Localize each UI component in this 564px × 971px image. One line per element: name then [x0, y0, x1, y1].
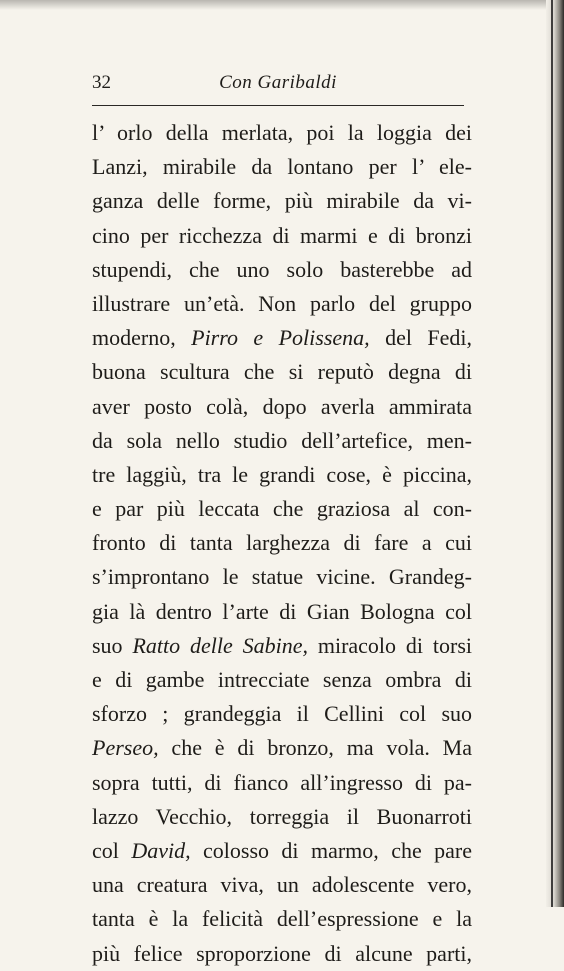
italic-title: Ratto delle Sabine,: [132, 632, 308, 658]
text-line: fronto di tanta larghezza di fare a cui: [92, 530, 472, 556]
text-line: [92, 629, 472, 663]
header-rule: [92, 105, 464, 106]
text-line: aver posto colà, dopo averla ammirata: [92, 393, 472, 419]
text-line: tre laggiù, tra le grandi cose, è piccina,: [92, 461, 472, 487]
text-line: tanta è la felicità dell’espressione e la: [92, 906, 472, 932]
text-line: ganza delle forme, più mirabile da vi-: [92, 188, 472, 214]
text-segment: col: [92, 837, 132, 863]
italic-title: Perseo,: [92, 735, 159, 761]
text-line: l’ orlo della merlata, poi la loggia dei: [92, 120, 472, 145]
body-text: [92, 116, 472, 971]
page-header: [92, 70, 464, 96]
text-segment: che è di bronzo, ma vola. Ma: [158, 735, 472, 761]
italic-title: Pirro e Polissena,: [191, 325, 370, 351]
book-spine-edge: [546, 0, 564, 907]
page-top-shadow: [0, 0, 564, 10]
text-segment: del Fedi,: [369, 325, 472, 351]
text-line: più felice sproporzione di alcune parti,: [92, 940, 472, 966]
text-line: sforzo ; grandeggia il Cellini col suo: [92, 701, 472, 727]
text-segment: suo: [92, 632, 133, 658]
text-line: una creatura viva, un adolescente vero,: [92, 872, 472, 898]
text-line: e par più leccata che graziosa al con-: [92, 496, 472, 522]
text-line: lazzo Vecchio, torreggia il Buonarroti: [92, 803, 472, 829]
running-title: Con Garibaldi: [219, 72, 337, 93]
text-line: [92, 731, 472, 765]
text-line: cino per ricchezza di marmi e di bronzi: [92, 222, 472, 248]
text-segment: miracolo di torsi: [307, 632, 473, 658]
text-segment: moderno,: [92, 325, 192, 351]
text-line: Lanzi, mirabile da lontano per l’ ele-: [92, 154, 472, 180]
text-line: sopra tutti, di fianco all’ingresso di pa-: [92, 769, 472, 795]
text-line: stupendi, che uno solo basterebbe ad: [92, 256, 472, 282]
text-line: buona scultura che si reputò degna di: [92, 359, 472, 385]
text-line: [92, 834, 472, 868]
page-number: 32: [92, 72, 111, 93]
text-segment: colosso di marmo, che pare: [190, 837, 472, 863]
italic-title: David,: [131, 837, 191, 863]
text-line: [92, 321, 472, 355]
text-line: s’improntano le statue vicine. Grandeg-: [92, 564, 472, 590]
spine-binding-line: [551, 0, 553, 907]
text-line: da sola nello studio dell’artefice, men-: [92, 427, 472, 453]
text-line: gia là dentro l’arte di Gian Bologna col: [92, 598, 472, 624]
text-line: illustrare un’età. Non parlo del gruppo: [92, 290, 472, 316]
text-line: e di gambe intrecciate senza ombra di: [92, 667, 472, 692]
